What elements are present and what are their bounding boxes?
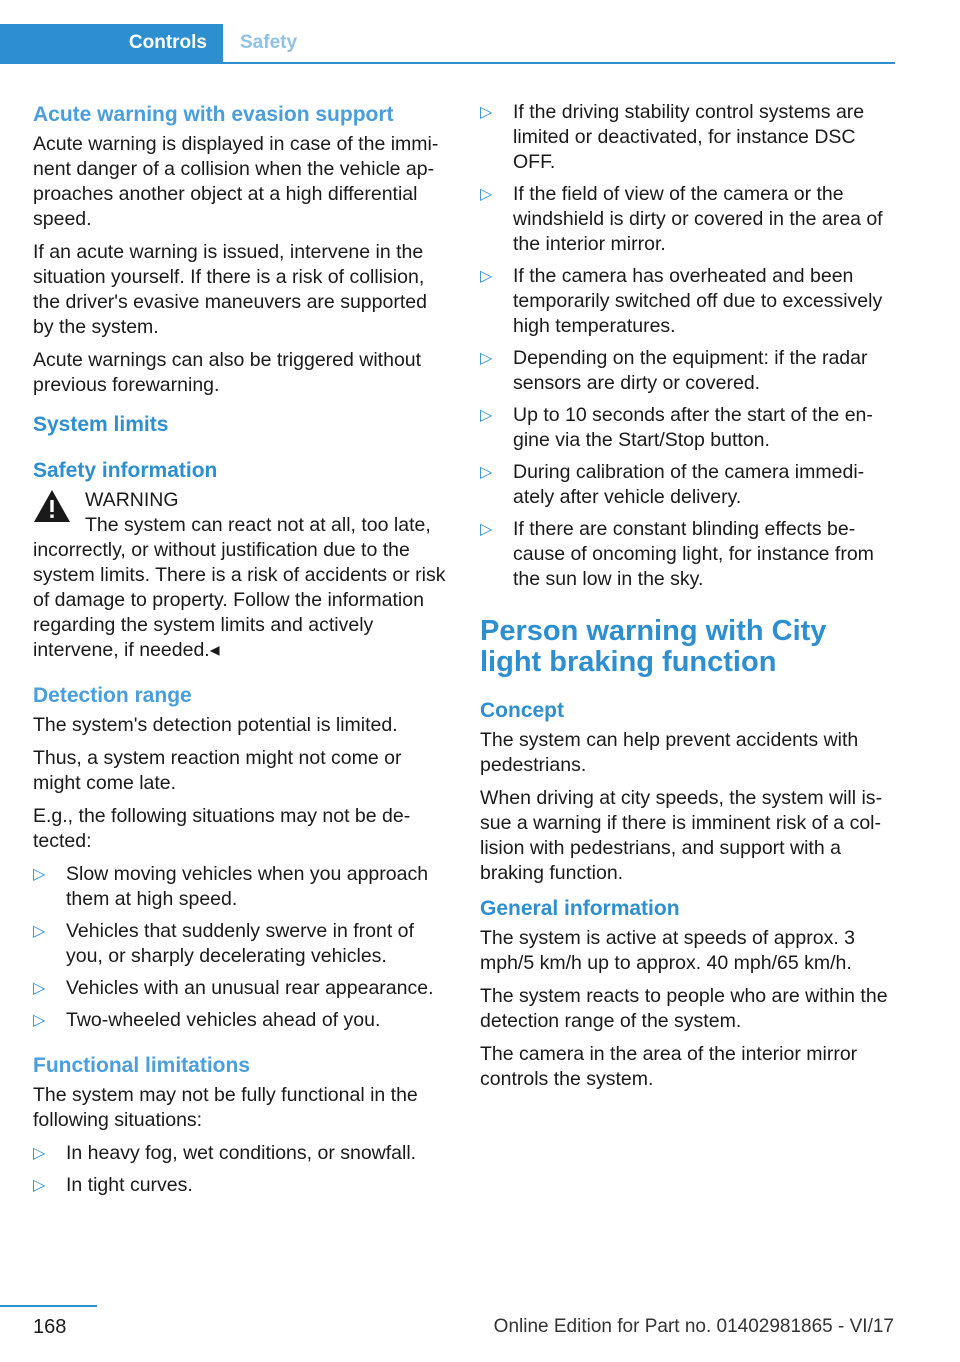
warning-block (33, 488, 448, 663)
triangle-right-outline-icon: ▷ (480, 407, 493, 424)
paragraph: E.g., the following situations may not be detected: (33, 805, 411, 852)
list-item: ▷ During calibration of the camera immediately after vehicle delivery. (480, 461, 865, 508)
tab-safety[interactable]: Safety (240, 32, 298, 53)
paragraph: If an acute warning is issued, intervene in the situation yourself. If there is a risk of collision, the driver's evasive maneuvers are supported by the system. (33, 241, 427, 338)
list-item: ▷ If there are constant blinding effects because of oncoming light, for instance from the sun low in the sky. (480, 518, 874, 590)
acute-warning-heading: Acute warning with evasion support (33, 103, 394, 126)
left-column (33, 100, 448, 1205)
paragraph: The system is active at speeds of approx. 3 mph/5 km/h up to approx. 40 mph/65 km/h. (480, 927, 856, 974)
triangle-right-outline-icon: ▷ (480, 104, 493, 121)
paragraph: The system may not be fully functional in the following situations: (33, 1084, 418, 1131)
list-item: ▷ Two-wheeled vehicles ahead of you. (33, 1009, 381, 1031)
paragraph: When driving at city speeds, the system will issue a warning if there is imminent risk of a collision with pedestrians, and support with a braking function. (480, 787, 883, 884)
list-item: ▷ Up to 10 seconds after the start of the engine via the Start/Stop button. (480, 404, 873, 451)
paragraph: The camera in the area of the interior mirror controls the system. (480, 1043, 858, 1090)
concept-heading: Concept (480, 699, 564, 722)
triangle-right-outline-icon: ▷ (33, 1012, 46, 1029)
triangle-right-outline-icon: ▷ (33, 1177, 46, 1194)
list-item: ▷ In heavy fog, wet conditions, or snowfall. (33, 1142, 417, 1164)
warning-label: WARNING (85, 489, 179, 511)
safety-information-heading: Safety information (33, 459, 218, 482)
triangle-right-outline-icon: ▷ (33, 980, 46, 997)
warning-line: The system can react not at all, too late, (85, 514, 431, 536)
warning-triangle-icon (33, 488, 71, 524)
list-item: ▷ Slow moving vehicles when you approach them at high speed. (33, 863, 429, 910)
person-warning-title: Person warning with City light braking function (480, 615, 827, 678)
detection-range-heading: Detection range (33, 684, 192, 707)
footer-divider (0, 1305, 97, 1307)
paragraph: The system can help prevent accidents with pedestrians. (480, 729, 859, 776)
list-item: ▷ Vehicles with an unusual rear appearance. (33, 977, 434, 999)
triangle-right-outline-icon: ▷ (480, 521, 493, 538)
detection-list (33, 862, 448, 1033)
paragraph: Thus, a system reaction might not come or might come late. (33, 747, 402, 794)
triangle-right-outline-icon: ▷ (480, 268, 493, 285)
paragraph: Acute warning is displayed in case of the imminent danger of a collision when the vehicle approaches another object at a high differential speed. (33, 133, 439, 230)
warning-text: incorrectly, or without justification due to the system limits. There is a risk of accidents or risk of damage to property. Follow the information regarding the system limits and actively intervene, if needed.◂ (33, 539, 446, 661)
list-item: ▷ In tight curves. (33, 1174, 193, 1196)
functional-limitations-heading: Functional limitations (33, 1054, 251, 1077)
triangle-right-outline-icon: ▷ (480, 464, 493, 481)
list-item: ▷ If the camera has overheated and been temporarily switched off due to excessively high temperatures. (480, 265, 883, 337)
system-limits-heading: System limits (33, 413, 169, 436)
general-information-heading: General information (480, 897, 680, 920)
triangle-right-outline-icon: ▷ (33, 923, 46, 940)
right-column (480, 100, 895, 1100)
section-tab-bar (0, 24, 895, 64)
list-item: ▷ Vehicles that suddenly swerve in front of you, or sharply decelerating vehicles. (33, 920, 414, 967)
triangle-right-outline-icon: ▷ (480, 350, 493, 367)
tab-controls[interactable] (0, 24, 223, 62)
limits-list (480, 100, 895, 592)
paragraph: Acute warnings can also be triggered without previous forewarning. (33, 349, 422, 396)
triangle-right-outline-icon: ▷ (33, 1145, 46, 1162)
functional-list (33, 1141, 448, 1198)
paragraph: The system's detection potential is limited. (33, 714, 398, 736)
edition-note: Online Edition for Part no. 01402981865 - VI/17 (493, 1316, 894, 1337)
triangle-right-outline-icon: ▷ (33, 866, 46, 883)
list-item: ▷ If the field of view of the camera or the windshield is dirty or covered in the area of the interior mirror. (480, 183, 883, 255)
list-item: ▷ Depending on the equipment: if the radar sensors are dirty or covered. (480, 347, 868, 394)
triangle-right-outline-icon: ▷ (480, 186, 493, 203)
list-item: ▷ If the driving stability control systems are limited or deactivated, for instance DSC OFF. (480, 101, 865, 173)
tab-controls-label: Controls (128, 32, 207, 53)
page-number: 168 (33, 1316, 67, 1338)
paragraph: The system reacts to people who are within the detection range of the system. (480, 985, 888, 1032)
